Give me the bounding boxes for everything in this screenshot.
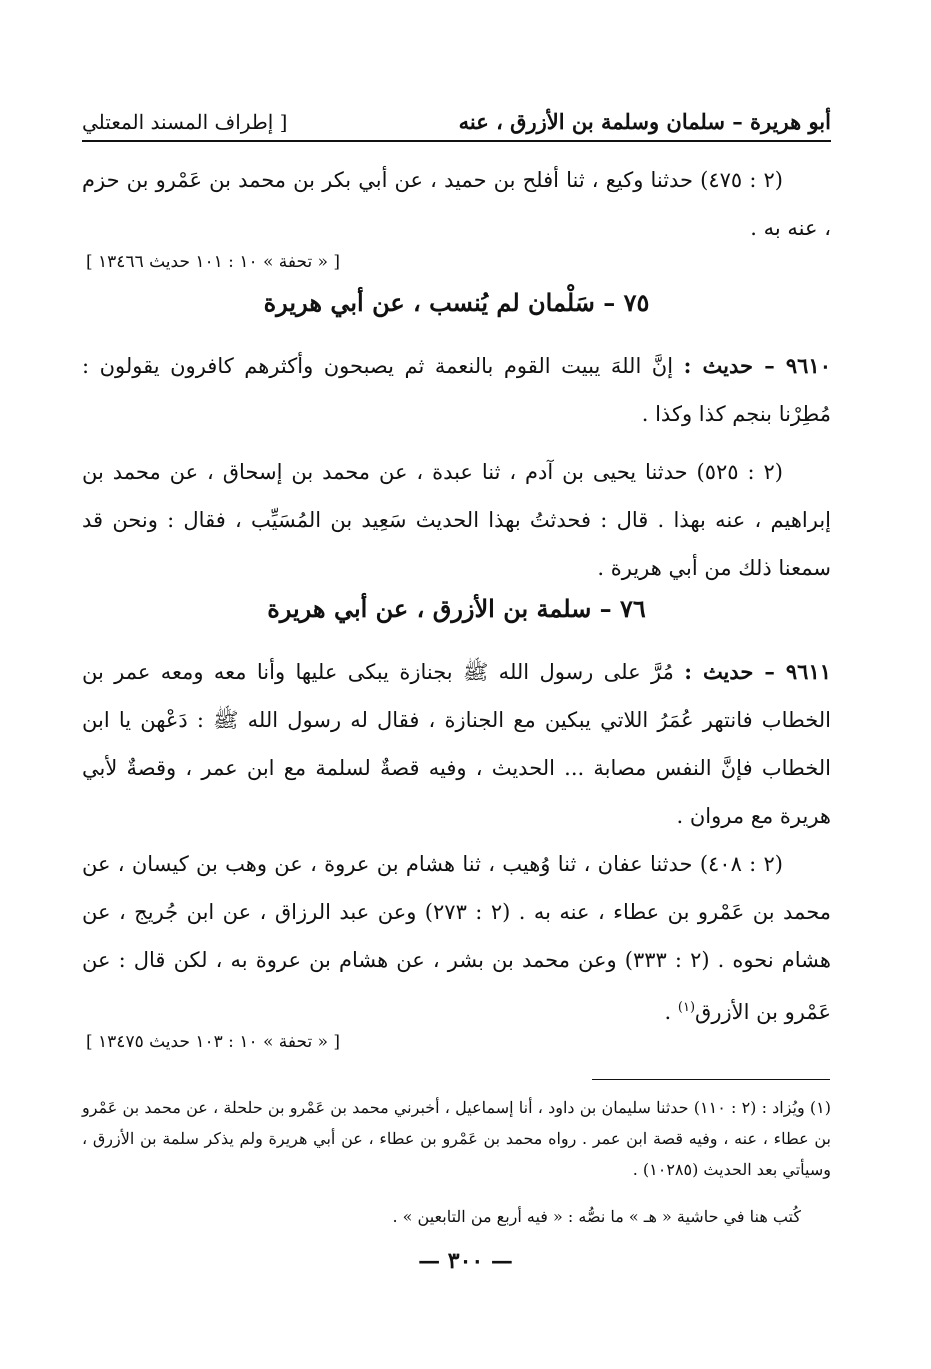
footnote-separator [592,1079,830,1080]
tuhfa-reference-2: [ « تحفة » ١٠ : ١٠٣ حديث ١٣٤٧٥ ] [86,1032,341,1052]
chain-paragraph-3 [82,840,831,1036]
page-number: — ٣٠٠ — [418,1248,513,1274]
tuhfa-reference-1: [ « تحفة » ١٠ : ١٠١ حديث ١٣٤٦٦ ] [86,252,341,272]
hadith-9610 [82,342,831,438]
section-heading-75: ٧٥ – سَلْمان لم يُنسب ، عن أبي هريرة [263,288,650,317]
header-book-title: [ إطراف المسند المعتلي [82,110,288,134]
footnote-marker: (١) [677,1000,696,1015]
hadith-text-9610: إنَّ اللهَ يبيت القوم بالنعمة ثم يصبحون وأكثرهم كافرون يقولون : مُطِرْنا بنجم كذا وكذا . [82,354,831,426]
section-heading-76: ٧٦ – سلمة بن الأزرق ، عن أبي هريرة [267,594,646,623]
hadith-9611 [82,648,831,840]
hadith-text-9611: مُرَّ على رسول الله ﷺ بجنازة يبكى عليها وأنا معه ومعه عمر بن الخطاب فانتهر عُمَرُ اللاتي يبكين مع الجنازة ، فقال له رسول الله ﷺ : دَعْهن يا ابن الخطاب فإنَّ النفس مصابة ... الحديث ، وفيه قصةٌ لسلمة مع ابن عمر ، وقصةٌ لأبي هريرة مع مروان . [82,660,832,828]
header-title: أبو هريرة – سلمان وسلمة بن الأزرق ، عنه [458,109,831,134]
footnote-2: كُتب هنا في حاشية « هـ » ما نصُّه : « فيه أربع من التابعين » . [392,1207,801,1226]
hadith-number-9611: ٩٦١١ – حديث : [684,659,832,684]
chain-text-3: (٢ : ٤٠٨) حدثنا عفان ، ثنا وُهيب ، ثنا هشام بن عروة ، عن وهب بن كيسان ، عن محمد بن عَمْرو بن عطاء ، عنه به . (٢ : ٢٧٣) وعن عبد الرزاق ، عن ابن جُريج ، عن هشام نحوه . (٢ : ٣٣٣) وعن محمد بن بشر ، عن هشام بن عروة به ، لكن قال : عن عَمْرو بن الأزرق [82,852,831,1024]
footnote-1: (١) ويُزاد : (٢ : ١١٠) حدثنا سليمان بن داود ، أنا إسماعيل ، أخبرني محمد بن عَمْرو بن حلحلة ، عن محمد بن عَمْرو بن عطاء ، عنه ، وفيه قصة ابن عمر . رواه محمد بن عَمْرو بن عطاء ، عن أبي هريرة ولم يذكر سلمة بن الأزرق ، وسيأتي بعد الحديث (١٠٢٨٥) . [82,1098,832,1179]
running-header [82,94,831,142]
chain-paragraph-2: (٢ : ٥٢٥) حدثنا يحيى بن آدم ، ثنا عبدة ، عن محمد بن إسحاق ، عن محمد بن إبراهيم ، عنه بهذا . قال : فحدثتُ بهذا الحديث سَعِيد بن المُسَيِّب ، فقال : ونحن قد سمعنا ذلك من أبي هريرة . [82,460,831,580]
chain-text-3-end: . [664,1000,678,1024]
chain-paragraph-1: (٢ : ٤٧٥) حدثنا وكيع ، ثنا أفلح بن حميد ، عن أبي بكر بن محمد بن عَمْرو بن حزم ، عنه به . [82,168,831,240]
hadith-number-9610: ٩٦١٠ – حديث : [683,353,831,378]
